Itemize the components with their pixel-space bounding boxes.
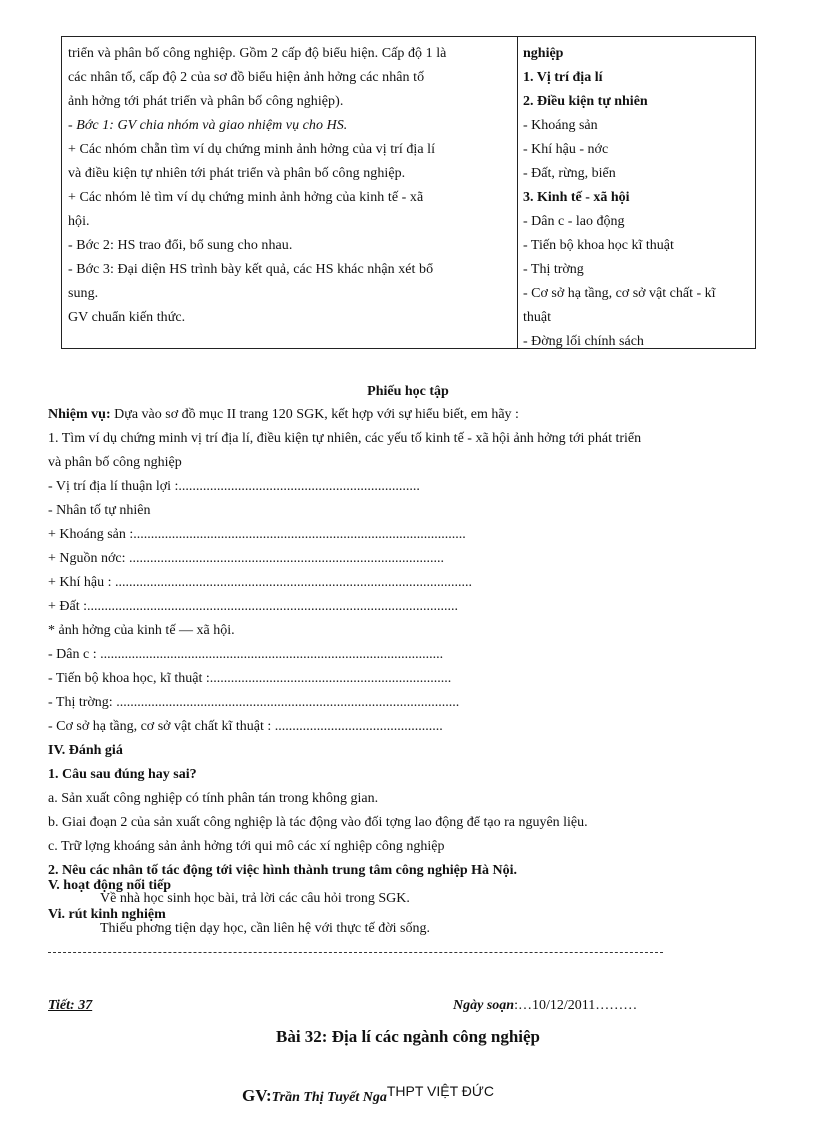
table-text-line: ảnh hởng tới phát triển và phân bố công nghiệp). xyxy=(68,94,344,109)
content-line: - Đờng lối chính sách xyxy=(523,334,644,349)
content-line: - Thị trờng xyxy=(523,262,584,277)
table-text-line: GV chuẩn kiến thức. xyxy=(68,310,186,325)
content-line: - Tiến bộ khoa học kĩ thuật xyxy=(523,238,674,253)
content-line: thuật xyxy=(523,310,551,325)
content-line: - Đất, rừng, biển xyxy=(523,166,616,181)
worksheet-item: - Dân c : .................................................................................................. xyxy=(48,647,444,662)
activities-column xyxy=(68,42,512,330)
worksheet-item: + Khoáng sản :............................................................................................... xyxy=(48,527,466,542)
table-divider xyxy=(517,37,518,348)
assessment-question-2: 2. Nêu các nhân tố tác động tới việc hình thành trung tâm công nghiệp Hà Nội. xyxy=(48,863,518,878)
task-line xyxy=(48,405,519,425)
task-label: Nhiệm vụ: xyxy=(48,407,111,422)
question-1-line-1: 1. Tìm ví dụ chứng minh vị trí địa lí, điều kiện tự nhiên, các yếu tố kinh tế - xã hội ảnh hởng tới phát triển xyxy=(48,431,642,446)
assessment-heading: IV. Đánh giá xyxy=(48,743,123,758)
worksheet-item: - Nhân tố tự nhiên xyxy=(48,503,151,518)
teacher-name: Trần Thị Tuyết Nga xyxy=(271,1090,387,1105)
worksheet-item: - Tiến bộ khoa học, kĩ thuật :..................................................................... xyxy=(48,671,452,686)
worksheet-item: - Vị trí địa lí thuận lợi :..................................................................... xyxy=(48,479,420,494)
content-line: - Khoáng sản xyxy=(523,118,598,133)
section-vi-text: Thiếu phơng tiện dạy học, cần liên hệ với thực tế đời sống. xyxy=(100,921,430,936)
table-text-line: các nhân tố, cấp độ 2 của sơ đồ biểu hiện ảnh hởng các nhân tố xyxy=(68,70,425,85)
date-value: :…10/12/2011……… xyxy=(514,998,638,1013)
worksheet-item: * ảnh hởng của kinh tế — xã hội. xyxy=(48,623,235,638)
table-text-line: và điều kiện tự nhiên tới phát triển và phân bố công nghiệp. xyxy=(68,166,406,181)
table-text-line: - Bớc 3: Đại diện HS trình bày kết quả, các HS khác nhận xét bổ xyxy=(68,262,434,277)
content-heading: 3. Kinh tế - xã hội xyxy=(523,190,630,205)
content-line: nghiệp xyxy=(523,46,564,61)
assessment-option-a: a. Sản xuất công nghiệp có tính phân tán trong không gian. xyxy=(48,791,379,806)
lesson-title: Bài 32: Địa lí các ngành công nghiệp xyxy=(275,1027,540,1046)
assessment-question-1: 1. Câu sau đúng hay sai? xyxy=(48,767,197,782)
date-line xyxy=(453,996,637,1016)
table-text-line: + Các nhóm lẻ tìm ví dụ chứng minh ảnh hởng của kinh tế - xã xyxy=(68,190,424,205)
assessment-option-b: b. Giai đoạn 2 của sản xuất công nghiệp là tác động vào đối tợng lao động để tạo ra nguyên liệu. xyxy=(48,815,588,830)
section-v-heading: V. hoạt động nối tiếp xyxy=(48,878,172,893)
content-heading: 2. Điều kiện tự nhiên xyxy=(523,94,648,109)
table-text-line: sung. xyxy=(68,286,99,301)
worksheet-item: - Cơ sở hạ tầng, cơ sở vật chất kĩ thuật : ................................................ xyxy=(48,719,443,734)
task-text: Dựa vào sơ đồ mục II trang 120 SGK, kết hợp với sự hiểu biết, em hãy : xyxy=(110,407,519,422)
content-heading: 1. Vị trí địa lí xyxy=(523,70,603,85)
section-v-text: Về nhà học sinh học bài, trả lời các câu hỏi trong SGK. xyxy=(100,891,410,906)
lesson-table xyxy=(61,36,756,349)
content-line: - Dân c - lao động xyxy=(523,214,625,229)
worksheet-title: Phiếu học tập xyxy=(367,384,449,399)
date-label: Ngày soạn xyxy=(453,998,515,1013)
table-text-line: triển và phân bố công nghiệp. Gồm 2 cấp độ biểu hiện. Cấp độ 1 là xyxy=(68,46,447,61)
section-vi-heading: Vi. rút kinh nghiệm xyxy=(48,907,166,922)
table-text-line: hội. xyxy=(68,214,90,229)
school-name: THPT VIỆT ĐỨC xyxy=(386,1083,494,1099)
worksheet-item: - Thị trờng: .................................................................................................. xyxy=(48,695,460,710)
content-line: - Cơ sở hạ tầng, cơ sở vật chất - kĩ xyxy=(523,286,716,301)
worksheet-item: + Đất :.......................................................................................................... xyxy=(48,599,458,614)
question-1-line-2: và phân bố công nghiệp xyxy=(48,455,182,470)
table-text-line: + Các nhóm chẵn tìm ví dụ chứng minh ảnh hởng của vị trí địa lí xyxy=(68,142,436,157)
assessment-option-c: c. Trữ lợng khoáng sản ảnh hởng tới qui mô các xí nghiệp công nghiệp xyxy=(48,839,445,854)
period-label: Tiết: 37 xyxy=(48,998,93,1013)
worksheet-item: + Khí hậu : ...................................................................................................... xyxy=(48,575,472,590)
separator-line xyxy=(48,952,663,953)
teacher-label: GV: xyxy=(242,1086,272,1105)
content-column xyxy=(523,42,753,349)
table-text-line: - Bớc 2: HS trao đổi, bổ sung cho nhau. xyxy=(68,238,293,253)
content-line: - Khí hậu - nớc xyxy=(523,142,609,157)
worksheet-item: + Nguồn nớc: .......................................................................................... xyxy=(48,551,445,566)
teacher-line xyxy=(242,1083,494,1108)
table-text-line: - Bớc 1: GV chia nhóm và giao nhiệm vụ cho HS. xyxy=(68,118,348,133)
